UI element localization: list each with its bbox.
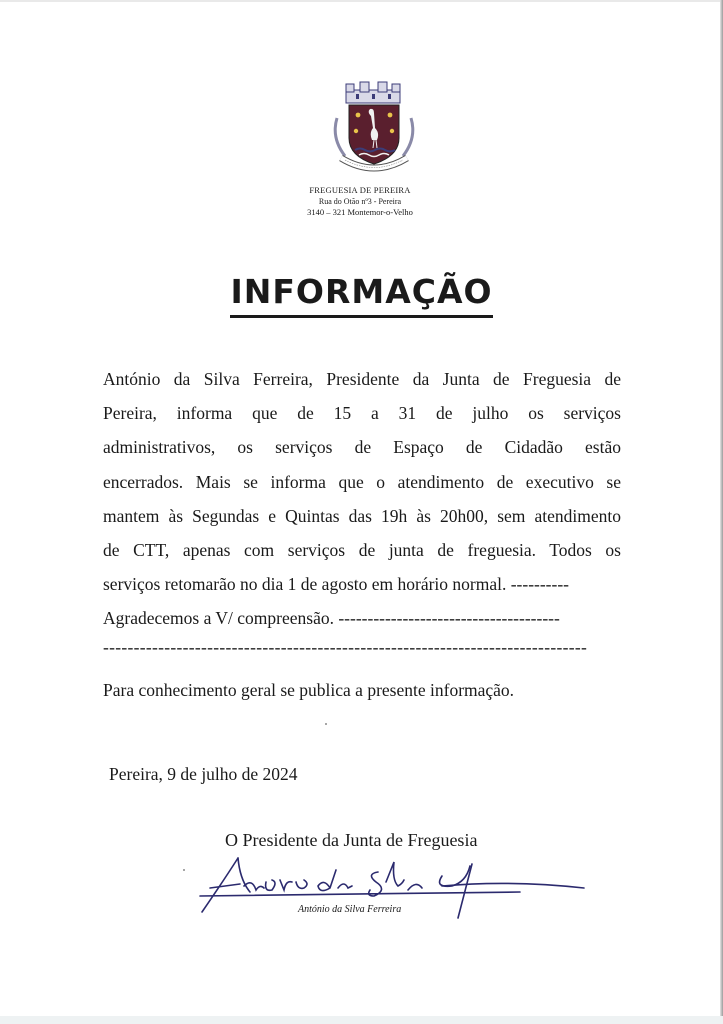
org-address: Rua do Otão nº3 - Pereira	[318, 197, 402, 206]
signature-handwritten-text: António da Silva	[290, 900, 297, 901]
notice-body	[103, 362, 621, 658]
scan-speck	[325, 723, 327, 725]
place-date: Pereira, 9 de julho de 2024	[109, 764, 298, 784]
body-line: -------------------------------------------------------------------------------	[103, 636, 588, 657]
org-postal: 3140 – 321 Montemor-o-Velho	[307, 207, 413, 217]
body-line: Pereira, informa que de 15 a 31 de julho os serviços	[103, 403, 621, 424]
letterhead	[230, 185, 490, 218]
signature-printed-name: António da Silva Ferreira	[298, 904, 402, 915]
org-name: FREGUESIA DE PEREIRA	[309, 185, 411, 195]
body-line: encerrados. Mais se informa que o atendimento de executivo se	[103, 471, 621, 492]
coat-of-arms-icon	[327, 78, 421, 178]
page-edge-top	[0, 0, 723, 2]
body-line: serviços retomarão no dia 1 de agosto em horário normal. ----------	[103, 574, 569, 595]
body-line: António da Silva Ferreira, Presidente da Junta de Freguesia de	[103, 369, 621, 389]
body-line: administrativos, os serviços de Espaço de Cidadão estão	[103, 437, 621, 458]
closing-paragraph: Para conhecimento geral se publica a presente informação.	[103, 680, 515, 700]
scan-speck	[183, 869, 185, 871]
document-title	[0, 272, 723, 318]
signature-title: O Presidente da Junta de Freguesia	[225, 830, 478, 850]
body-line: de CTT, apenas com serviços de junta de freguesia. Todos os	[103, 540, 621, 561]
page-edge-bottom	[0, 1016, 723, 1024]
document-title-text: INFORMAÇÃO	[230, 272, 492, 318]
body-line: Agradecemos a V/ compreensão. --------------------------------------	[103, 608, 560, 629]
body-line: mantem às Segundas e Quintas das 19h às 20h00, sem atendimento	[103, 505, 621, 526]
